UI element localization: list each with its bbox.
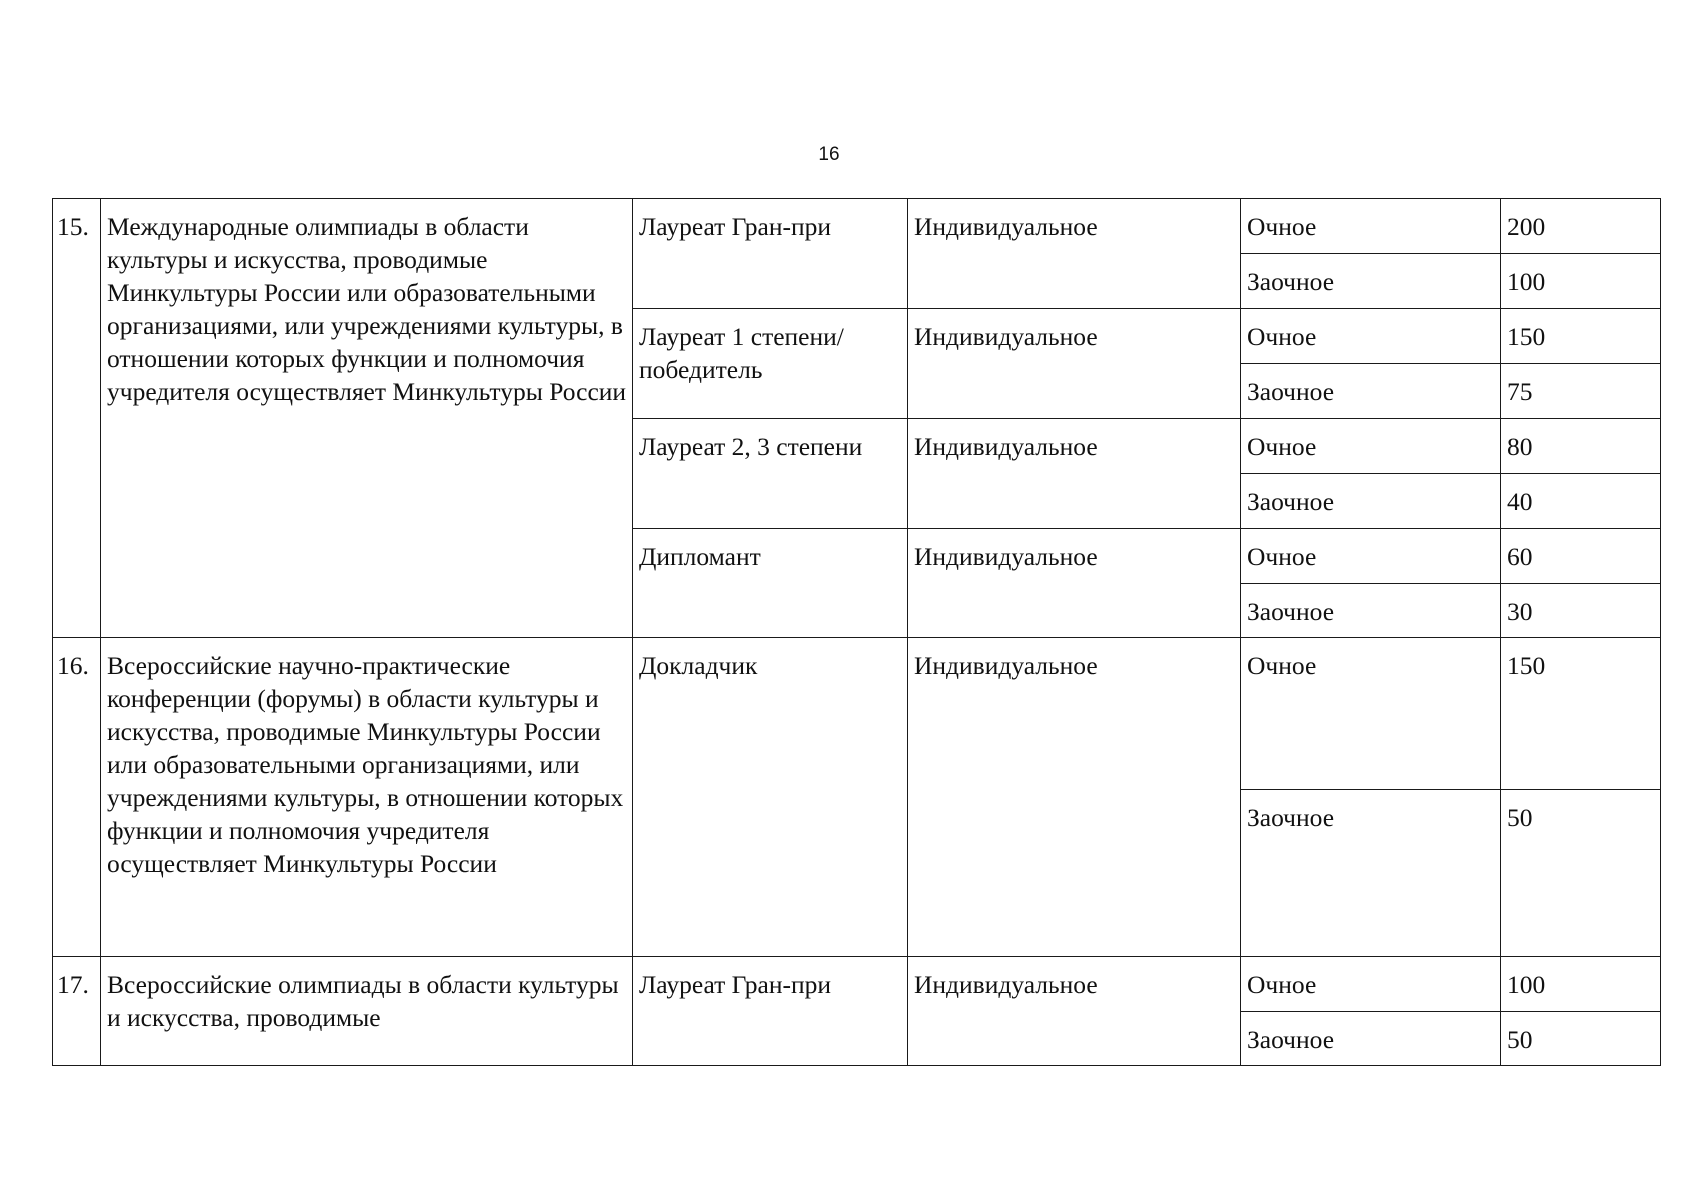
result-status: Докладчик <box>633 638 908 957</box>
row-number: 15. <box>53 199 101 638</box>
event-name: Международные олимпиады в области культуры и искусства, проводимые Минкультуры России или образовательными организациями, или учреждениями культуры, в отношении которых функции и полномочия учредителя осуществляет Минкультуры России <box>101 199 633 638</box>
participation-form: Заочное <box>1241 364 1501 419</box>
participation-form: Заочное <box>1241 790 1501 957</box>
table-row <box>53 957 1661 1012</box>
participation-type: Индивидуальное <box>908 419 1241 529</box>
score-value: 100 <box>1501 957 1661 1012</box>
score-value: 150 <box>1501 638 1661 790</box>
participation-form: Заочное <box>1241 1012 1501 1066</box>
result-status: Лауреат Гран-при <box>633 957 908 1066</box>
score-value: 100 <box>1501 254 1661 309</box>
page-number: 16 <box>818 144 840 165</box>
participation-type: Индивидуальное <box>908 199 1241 309</box>
participation-form: Очное <box>1241 638 1501 790</box>
result-status: Лауреат Гран-при <box>633 199 908 309</box>
participation-form: Очное <box>1241 957 1501 1012</box>
participation-type: Индивидуальное <box>908 309 1241 419</box>
score-value: 200 <box>1501 199 1661 254</box>
row-number: 17. <box>53 957 101 1066</box>
participation-type: Индивидуальное <box>908 957 1241 1066</box>
participation-type: Индивидуальное <box>908 529 1241 638</box>
score-value: 50 <box>1501 790 1661 957</box>
participation-form: Очное <box>1241 199 1501 254</box>
score-value: 80 <box>1501 419 1661 474</box>
participation-form: Заочное <box>1241 474 1501 529</box>
participation-form: Очное <box>1241 309 1501 364</box>
participation-type: Индивидуальное <box>908 638 1241 957</box>
score-value: 50 <box>1501 1012 1661 1066</box>
score-value: 30 <box>1501 584 1661 638</box>
scoring-table <box>52 198 1661 1066</box>
result-status: Дипломант <box>633 529 908 638</box>
event-name: Всероссийские олимпиады в области культуры и искусства, проводимые <box>101 957 633 1066</box>
table-row <box>53 638 1661 790</box>
score-value: 40 <box>1501 474 1661 529</box>
row-number: 16. <box>53 638 101 957</box>
table-row <box>53 199 1661 254</box>
participation-form: Очное <box>1241 419 1501 474</box>
event-name: Всероссийские научно-практические конференции (форумы) в области культуры и искусства, проводимые Минкультуры России или образовательными организациями, или учреждениями культуры, в отношении которых функции и полномочия учредителя осуществляет Минкультуры России <box>101 638 633 957</box>
score-value: 75 <box>1501 364 1661 419</box>
score-value: 60 <box>1501 529 1661 584</box>
participation-form: Заочное <box>1241 584 1501 638</box>
participation-form: Очное <box>1241 529 1501 584</box>
result-status: Лауреат 1 степени/победитель <box>633 309 908 419</box>
result-status: Лауреат 2, 3 степени <box>633 419 908 529</box>
participation-form: Заочное <box>1241 254 1501 309</box>
score-value: 150 <box>1501 309 1661 364</box>
